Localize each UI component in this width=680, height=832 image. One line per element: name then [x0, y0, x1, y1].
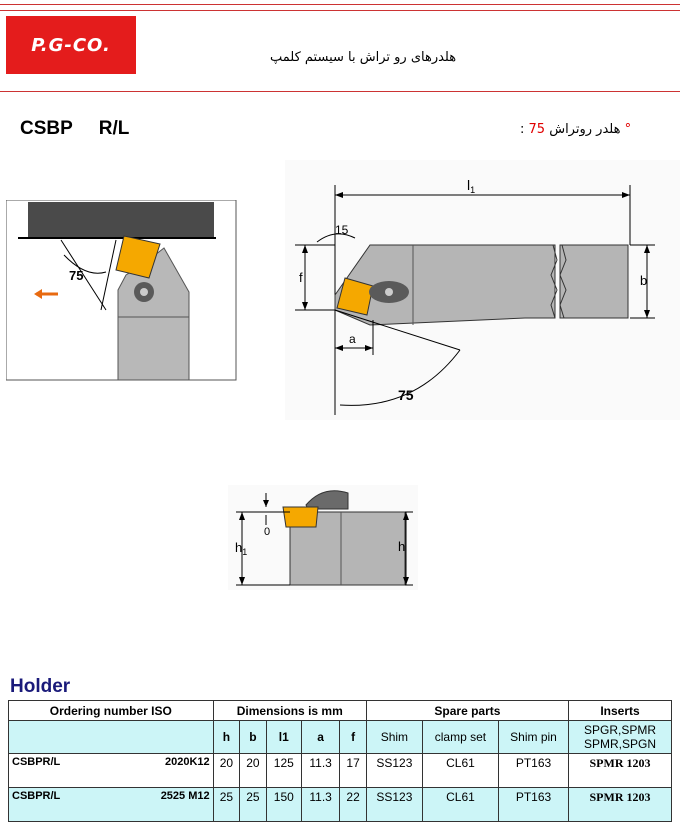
f-label: f: [299, 270, 303, 285]
model-variant: R/L: [98, 118, 130, 139]
header-divider: [0, 91, 680, 92]
top-rule-2: [0, 10, 680, 11]
insert-side: [283, 507, 318, 527]
h-label: h: [398, 539, 406, 554]
top-view-diagram: [285, 160, 680, 420]
subtitle-angle: 75 °: [528, 122, 632, 137]
holder-table: [8, 700, 672, 822]
b-label: b: [640, 273, 648, 288]
angle-15-label: 15: [335, 223, 349, 237]
page-title: هلدرهای رو تراش با سیستم کلمپ: [270, 50, 457, 65]
sub-clamp: clamp set: [422, 721, 498, 754]
sub-b: b: [240, 721, 267, 754]
col-ordering: Ordering number ISO: [9, 701, 214, 721]
angle-75-label: 75: [398, 387, 414, 403]
sub-pin: Shim pin: [498, 721, 568, 754]
side-view-diagram: [228, 485, 418, 590]
table-row: CSBPR/L 2525 M12 25 25 150 11.3 22 SS123 CL61 PT163 SPMR 1203: [9, 788, 672, 822]
sub-a: a: [301, 721, 339, 754]
model-code: [20, 118, 129, 140]
table-row: CSBPR/L 2020K12 20 20 125 11.3 17 SS123 CL61 PT163 SPMR 1203: [9, 754, 672, 788]
h1-label: h: [235, 540, 243, 555]
subtitle-text: : هلدر روتراش: [520, 122, 621, 137]
h1-sub: 1: [242, 547, 248, 557]
workpiece: [28, 202, 214, 238]
sub-shim: Shim: [366, 721, 422, 754]
a-label: a: [349, 332, 356, 346]
holder-title: Holder: [10, 676, 71, 697]
sub-l1: l1: [266, 721, 301, 754]
col-spare: Spare parts: [366, 701, 568, 721]
col-dimensions: Dimensions is mm: [213, 701, 366, 721]
model-name: CSBP: [20, 118, 73, 139]
l1-label: l: [467, 177, 471, 193]
col-inserts: Inserts: [569, 701, 672, 721]
angle-0-label: 0: [264, 526, 271, 538]
subtitle: [520, 122, 631, 137]
top-rule: [0, 4, 680, 5]
left-diagram: [6, 200, 238, 382]
logo: P.G-CO.: [6, 16, 136, 74]
l1-sub: 1: [470, 185, 476, 195]
sub-insert-types: SPGR,SPMR SPMR,SPGN: [569, 721, 672, 754]
sub-f: f: [340, 721, 367, 754]
sub-h: h: [213, 721, 240, 754]
left-angle-label: 75: [69, 268, 84, 283]
sub-empty: [9, 721, 214, 754]
